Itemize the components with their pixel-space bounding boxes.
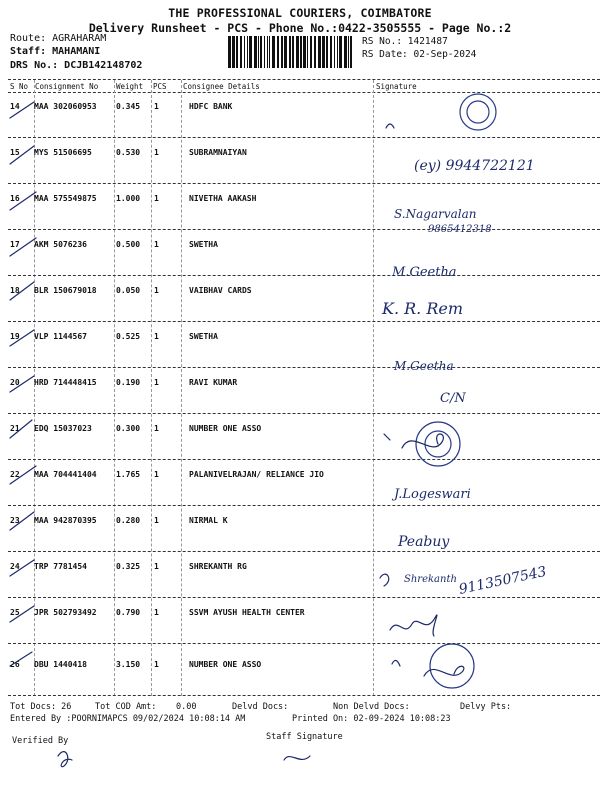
row-weight: 0.530 <box>116 148 141 157</box>
handwritten-note: K. R. Rem <box>382 299 464 318</box>
row-pcs: 1 <box>154 608 159 617</box>
signature-scribble <box>380 574 389 586</box>
bank-stamp <box>460 94 496 130</box>
row-sno: 20 <box>10 378 20 387</box>
row-sno: 25 <box>10 608 20 617</box>
handwritten-note: M.Geetha <box>392 265 457 280</box>
row-pcs: 1 <box>154 378 159 387</box>
tick-mark <box>10 560 34 576</box>
row-consignee: SSVM AYUSH HEALTH CENTER <box>189 608 305 617</box>
col-consignment: Consignment No <box>35 82 99 91</box>
row-consignee: HDFC BANK <box>189 102 233 111</box>
handwritten-note: 9865412318 <box>428 224 492 235</box>
entered-by: Entered By :POORNIMAPCS 09/02/2024 10:08:14 AM <box>10 714 246 724</box>
tick-mark <box>10 238 36 256</box>
row-consignment: MAA 942870395 <box>34 516 97 525</box>
row-consignment: VLP 1144567 <box>34 332 87 341</box>
row-consignment: BLR 150679018 <box>34 286 97 295</box>
row-weight: 0.280 <box>116 516 141 525</box>
row-consignee: SUBRAMNAIYAN <box>189 148 247 157</box>
row-sno: 17 <box>10 240 20 249</box>
rs-number: RS No.: 1421487 <box>362 36 448 47</box>
company-stamp <box>430 644 474 688</box>
row-consignment: EDQ 15037023 <box>34 424 92 433</box>
handwritten-note: S.Nagarvalan <box>394 207 477 221</box>
row-pcs: 1 <box>154 332 159 341</box>
tick-mark <box>10 466 36 484</box>
signature-mark <box>384 434 390 440</box>
row-pcs: 1 <box>154 516 159 525</box>
row-consignment: MYS 51506695 <box>34 148 92 157</box>
tick-mark <box>10 146 34 164</box>
tick-mark <box>10 192 36 210</box>
non-delivered-docs: Non Delvd Docs: <box>333 702 410 712</box>
rs-date: RS Date: 02-Sep-2024 <box>362 49 477 60</box>
row-sno: 15 <box>10 148 20 157</box>
verified-by-label: Verified By <box>12 736 69 746</box>
bank-stamp-inner <box>467 101 489 123</box>
signature-mark <box>392 660 400 666</box>
row-weight: 0.050 <box>116 286 141 295</box>
signature-scribble <box>390 615 437 636</box>
row-consignment: JPR 502793492 <box>34 608 97 617</box>
row-consignment: AKM 5076236 <box>34 240 87 249</box>
tick-mark <box>10 652 32 666</box>
row-pcs: 1 <box>154 424 159 433</box>
col-sno: S No <box>10 82 29 91</box>
row-weight: 0.345 <box>116 102 141 111</box>
staff-label: Staff: MAHAMANI <box>10 46 101 57</box>
row-sno: 18 <box>10 286 20 295</box>
row-consignee: NIVETHA AAKASH <box>189 194 257 203</box>
handwritten-note: C/N <box>440 391 466 406</box>
row-weight: 0.790 <box>116 608 141 617</box>
row-pcs: 1 <box>154 286 159 295</box>
staff-signature-mark <box>284 756 310 760</box>
row-weight: 3.150 <box>116 660 141 669</box>
col-pcs: PCS <box>153 82 167 91</box>
row-weight: 0.500 <box>116 240 141 249</box>
drs-number: DRS No.: DCJB142148702 <box>10 60 143 71</box>
row-consignee: SHREKANTH RG <box>189 562 247 571</box>
handwritten-note: (ey) 9944722121 <box>414 158 535 174</box>
row-sno: 23 <box>10 516 20 525</box>
row-consignee: NIRMAL K <box>189 516 228 525</box>
row-sno: 22 <box>10 470 20 479</box>
row-pcs: 1 <box>154 240 159 249</box>
row-consignment: HRD 714448415 <box>34 378 97 387</box>
signature-mark <box>386 124 394 128</box>
tick-mark <box>10 282 34 300</box>
row-consignee: NUMBER ONE ASSO <box>189 660 262 669</box>
row-consignee: NUMBER ONE ASSO <box>189 424 262 433</box>
row-pcs: 1 <box>154 102 159 111</box>
route-label: Route: AGRAHARAM <box>10 33 107 44</box>
row-sno: 26 <box>10 660 20 669</box>
row-weight: 0.300 <box>116 424 141 433</box>
row-sno: 21 <box>10 424 20 433</box>
tick-mark <box>10 606 34 622</box>
tick-mark <box>10 376 34 392</box>
printed-on: Printed On: 02-09-2024 10:08:23 <box>292 714 451 724</box>
row-consignment: MAA 302060953 <box>34 102 97 111</box>
row-weight: 1.765 <box>116 470 141 479</box>
delivered-docs: Delvd Docs: <box>232 702 289 712</box>
row-consignee: SWETHA <box>189 332 218 341</box>
row-pcs: 1 <box>154 562 159 571</box>
row-pcs: 1 <box>154 660 159 669</box>
row-weight: 0.325 <box>116 562 141 571</box>
col-weight: Weight <box>116 82 144 91</box>
row-consignment: DBU 1440418 <box>34 660 87 669</box>
handwritten-note: Peabuy <box>398 534 450 550</box>
staff-signature-label: Staff Signature <box>266 732 343 742</box>
handwritten-note: Shrekanth <box>404 574 457 585</box>
verified-by-signature <box>58 752 72 767</box>
row-sno: 24 <box>10 562 20 571</box>
row-weight: 1.000 <box>116 194 141 203</box>
row-sno: 14 <box>10 102 20 111</box>
signature-scribble <box>402 434 443 448</box>
tick-mark <box>10 512 34 530</box>
total-docs: Tot Docs: 26 <box>10 702 72 712</box>
tick-mark <box>10 102 34 118</box>
row-consignee: VAIBHAV CARDS <box>189 286 252 295</box>
runsheet-subtitle: Delivery Runsheet - PCS - Phone No.:0422-3505555 - Page No.:2 <box>88 21 512 35</box>
tick-mark <box>10 420 32 438</box>
row-consignment: MAA 704441404 <box>34 470 97 479</box>
row-consignee: PALANIVELRAJAN/ RELIANCE JIO <box>189 470 324 479</box>
delivery-points: Delvy Pts: <box>460 702 512 712</box>
handwritten-note: J.Logeswari <box>394 487 471 502</box>
row-weight: 0.525 <box>116 332 141 341</box>
col-signature: Signature <box>376 82 417 91</box>
row-consignment: MAA 575549875 <box>34 194 97 203</box>
col-consignee: Consignee Details <box>183 82 260 91</box>
handwritten-note: M.Geetha <box>394 359 454 373</box>
total-cod-amount: 0.00 <box>176 702 197 712</box>
row-pcs: 1 <box>154 194 159 203</box>
tick-mark <box>10 330 34 346</box>
company-title: THE PROFESSIONAL COURIERS, COIMBATORE <box>168 6 432 20</box>
row-consignee: SWETHA <box>189 240 218 249</box>
row-sno: 19 <box>10 332 20 341</box>
row-consignee: RAVI KUMAR <box>189 378 238 387</box>
row-sno: 16 <box>10 194 20 203</box>
handwritten-note: 9113507543 <box>457 563 548 598</box>
row-pcs: 1 <box>154 470 159 479</box>
row-weight: 0.190 <box>116 378 141 387</box>
total-cod-label: Tot COD Amt: <box>95 702 157 712</box>
row-consignment: TRP 7781454 <box>34 562 87 571</box>
row-pcs: 1 <box>154 148 159 157</box>
